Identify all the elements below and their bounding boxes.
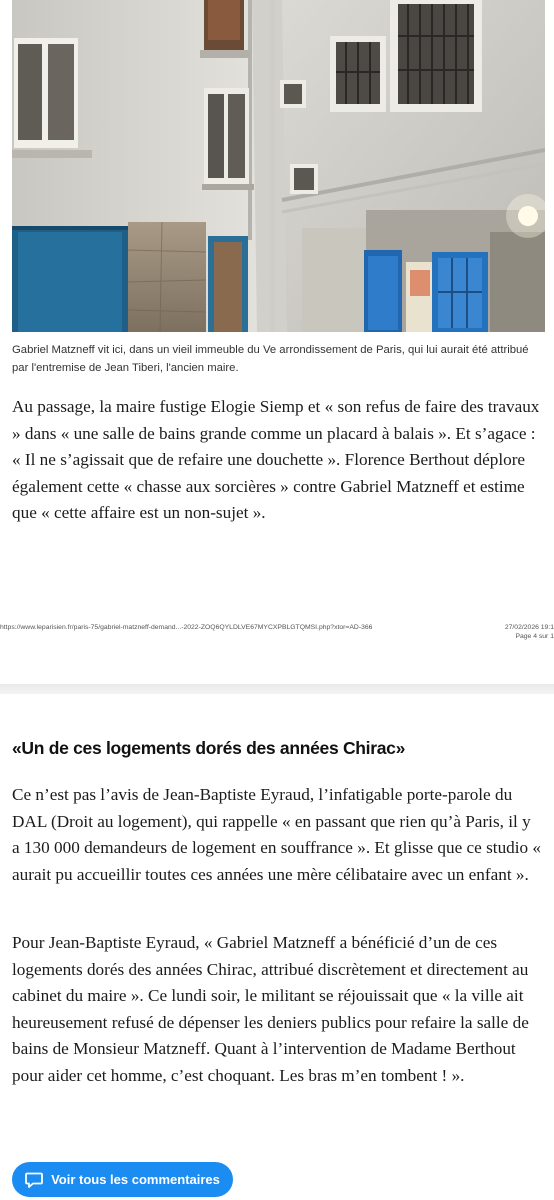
view-all-comments-button[interactable] xyxy=(12,1162,233,1197)
photo-caption: Gabriel Matzneff vit ici, dans un vieil immeuble du Ve arrondissement de Paris, qui lui aurait été attribué par l'entremise de Jean Tiberi, l'ancien maire. xyxy=(12,344,529,374)
comment-icon xyxy=(25,1172,43,1188)
article-photo xyxy=(12,0,545,332)
print-page-number: Page 4 sur 1 xyxy=(515,633,554,640)
section-subheading: «Un de ces logements dorés des années Chirac» xyxy=(12,738,406,758)
article-paragraph: Au passage, la maire fustige Elogie Siemp et « son refus de faire des travaux » dans « une salle de bains grande comme un placard à balais ». Et s’agace : « Il ne s’agissait que de refaire une douchette ». Florence Berthout déplore également cette « chasse aux sorcières » contre Gabriel Matzneff et estime que « cette affaire est un non-sujet ». xyxy=(12,397,540,523)
article-paragraph: Pour Jean-Baptiste Eyraud, « Gabriel Matzneff a bénéficié d’un de ces logements dorés des années Chirac, attribué discrètement et directement au cabinet du maire ». Ce lundi soir, le militant se réjouissait que « la ville ait heureusement refusé de dépenser les deniers publics pour refaire la salle de bains de Monsieur Matzneff. Quant à l’intervention de Madame Berthout pour aider cet homme, c’est choquant. Les bras m’en tombent ! ». xyxy=(12,933,529,1085)
print-date: 27/02/2026 19:1 xyxy=(504,624,554,631)
print-url: https://www.leparisien.fr/paris-75/gabriel-matzneff-demand...-2022-ZOQ6QYLDLVE67MYCXPBLGTQMSI.php?xtor=AD-366 xyxy=(0,624,373,631)
building-courtyard-photo xyxy=(12,0,545,332)
page-break-divider xyxy=(0,684,554,694)
article-paragraph: Ce n’est pas l’avis de Jean-Baptiste Eyraud, l’infatigable porte-parole du DAL (Droit au logement), qui rappelle « en passant que rien qu’à Paris, il y a 130 000 demandeurs de logement en souffrance ». Et glisse que ce studio « aurait pu accueillir toutes ces années une mère célibataire avec un enfant ». xyxy=(12,785,542,884)
view-all-comments-label: Voir tous les commentaires xyxy=(51,1172,220,1187)
